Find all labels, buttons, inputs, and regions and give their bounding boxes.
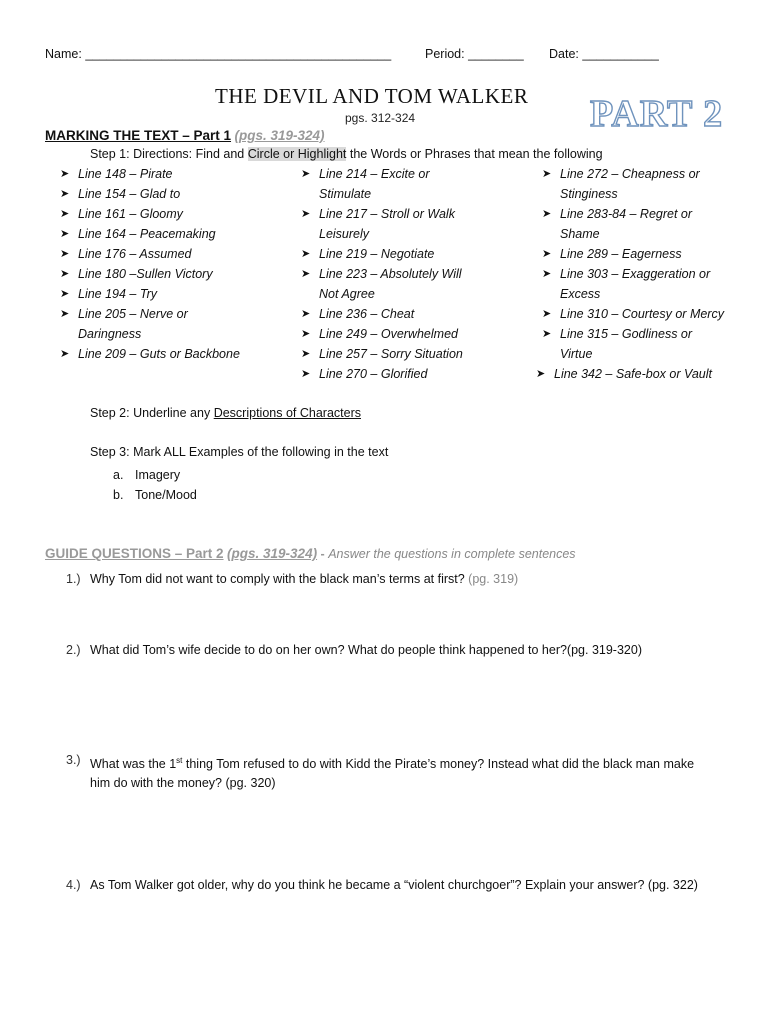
question-text: What was the 1 xyxy=(90,757,177,772)
vocab-item xyxy=(301,324,463,344)
period-label: Period: xyxy=(425,47,465,61)
arrowhead-bullet-icon: ➤ xyxy=(301,208,311,220)
vocab-item-text: Line 289 – Eagerness xyxy=(560,247,682,261)
arrowhead-bullet-icon: ➤ xyxy=(60,248,70,260)
question-superscript: st xyxy=(176,756,183,765)
vocab-item-text: Line 164 – Peacemaking xyxy=(78,227,216,241)
list-letter: b. xyxy=(113,488,124,502)
vocab-item-text-cont: Excess xyxy=(560,287,601,301)
question-number: 2.) xyxy=(66,643,81,657)
question-text: What did Tom’s wife decide to do on her own? What do people think happened to her?(pg. 319-320) xyxy=(90,643,642,657)
arrowhead-bullet-icon: ➤ xyxy=(542,208,552,220)
vocab-item-text-cont: Virtue xyxy=(560,347,593,361)
vocab-item-text: Line 214 – Excite or xyxy=(319,167,430,181)
vocab-item xyxy=(60,224,240,244)
vocab-item-text: Line 219 – Negotiate xyxy=(319,247,435,261)
vocab-item xyxy=(542,304,724,324)
vocab-item xyxy=(301,364,463,384)
name-blank: ____________________________________________ xyxy=(85,47,392,61)
arrowhead-bullet-icon: ➤ xyxy=(60,308,70,320)
step3: Step 3: Mark ALL Examples of the following in the text xyxy=(90,445,389,459)
vocab-item-text: Line 270 – Glorified xyxy=(319,367,428,381)
list-item xyxy=(113,465,197,485)
vocab-item-text: Line 176 – Assumed xyxy=(78,247,192,261)
vocab-item-text-cont: Stinginess xyxy=(560,187,618,201)
step1-text-end: the Words or Phrases that mean the following xyxy=(346,147,603,161)
vocab-item-text: Line 315 – Godliness or xyxy=(560,327,693,341)
step2 xyxy=(90,406,361,420)
vocab-item-text-cont: Daringness xyxy=(78,327,142,341)
arrowhead-bullet-icon: ➤ xyxy=(301,268,311,280)
question-1 xyxy=(66,570,710,589)
question-number: 1.) xyxy=(66,572,81,586)
arrowhead-bullet-icon: ➤ xyxy=(301,308,311,320)
vocab-item xyxy=(60,244,240,264)
arrowhead-bullet-icon: ➤ xyxy=(60,348,70,360)
arrowhead-bullet-icon: ➤ xyxy=(301,348,311,360)
vocab-item-text: Line 272 – Cheapness or xyxy=(560,167,700,181)
vocab-item-text-cont: Stimulate xyxy=(319,187,372,201)
vocab-item-text: Line 257 – Sorry Situation xyxy=(319,347,463,361)
step2-text: Step 2: Underline any xyxy=(90,406,214,420)
step1-directions xyxy=(90,147,603,161)
arrowhead-bullet-icon: ➤ xyxy=(60,188,70,200)
question-number: 4.) xyxy=(66,878,81,892)
list-item xyxy=(113,485,197,505)
vocab-item xyxy=(542,324,724,364)
arrowhead-bullet-icon: ➤ xyxy=(60,268,70,280)
step1-text: Step 1: Directions: Find and xyxy=(90,147,248,161)
step3-list xyxy=(113,465,197,505)
vocab-item-text: Line 249 – Overwhelmed xyxy=(319,327,458,341)
vocab-item-text: Line 194 – Try xyxy=(78,287,157,301)
list-letter: a. xyxy=(113,468,124,482)
vocab-item xyxy=(542,264,724,304)
vocab-item-text: Line 236 – Cheat xyxy=(319,307,415,321)
vocab-item-text: Line 154 – Glad to xyxy=(78,187,181,201)
arrowhead-bullet-icon: ➤ xyxy=(542,328,552,340)
vocab-item xyxy=(301,304,463,324)
list-text: Tone/Mood xyxy=(135,488,197,502)
vocab-item-text: Line 180 –Sullen Victory xyxy=(78,267,213,281)
question-text-cont: thing Tom refused to do with Kidd the Pirate’s money? Instead what did the black man make him do with the money? (pg. 320) xyxy=(90,757,695,791)
arrowhead-bullet-icon: ➤ xyxy=(60,208,70,220)
vocab-item xyxy=(542,204,724,244)
name-field xyxy=(45,47,391,61)
part1-title: MARKING THE TEXT – Part 1 xyxy=(45,128,232,143)
part2-instruction: Answer the questions in complete sentences xyxy=(328,547,576,561)
vocab-column-2 xyxy=(301,164,463,384)
vocab-item-text: Line 161 – Gloomy xyxy=(78,207,183,221)
vocab-item xyxy=(60,344,240,364)
step2-underlined: Descriptions of Characters xyxy=(213,406,361,420)
arrowhead-bullet-icon: ➤ xyxy=(301,368,311,380)
vocab-item-text-cont: Leisurely xyxy=(319,227,370,241)
arrowhead-bullet-icon: ➤ xyxy=(542,168,552,180)
arrowhead-bullet-icon: ➤ xyxy=(301,168,311,180)
vocab-item xyxy=(542,244,724,264)
part2-heading xyxy=(45,546,576,561)
vocab-item-text: Line 217 – Stroll or Walk xyxy=(319,207,455,221)
period-blank: ________ xyxy=(468,47,524,61)
date-field xyxy=(549,47,659,61)
vocab-item-text: Line 310 – Courtesy or Mercy xyxy=(560,307,724,321)
vocab-item-text: Line 205 – Nerve or xyxy=(78,307,188,321)
arrowhead-bullet-icon: ➤ xyxy=(542,308,552,320)
part2-pages: (pgs. 319-324) xyxy=(227,546,318,561)
arrowhead-bullet-icon: ➤ xyxy=(301,248,311,260)
vocab-column-3 xyxy=(542,164,724,364)
arrowhead-bullet-icon: ➤ xyxy=(301,328,311,340)
vocab-column-1 xyxy=(60,164,240,364)
part1-pages: (pgs. 319-324) xyxy=(234,128,325,143)
vocab-item xyxy=(301,344,463,364)
list-text: Imagery xyxy=(135,468,181,482)
arrowhead-bullet-icon: ➤ xyxy=(542,268,552,280)
arrowhead-bullet-icon: ➤ xyxy=(536,368,546,380)
vocab-item-text: Line 148 – Pirate xyxy=(78,167,173,181)
vocab-item xyxy=(60,304,240,344)
vocab-item xyxy=(60,184,240,204)
page-range: pgs. 312-324 xyxy=(345,111,416,125)
page-title: THE DEVIL AND TOM WALKER xyxy=(215,84,529,108)
date-blank: ___________ xyxy=(582,47,659,61)
question-number: 3.) xyxy=(66,753,81,767)
vocab-item xyxy=(301,244,463,264)
vocab-item-text: Line 283-84 – Regret or xyxy=(560,207,693,221)
vocab-item-text: Line 223 – Absolutely Will xyxy=(319,267,462,281)
vocab-item xyxy=(60,204,240,224)
vocab-item xyxy=(301,204,463,244)
arrowhead-bullet-icon: ➤ xyxy=(60,168,70,180)
step1-highlight: Circle or Highlight xyxy=(247,147,347,161)
question-text: Why Tom did not want to comply with the black man’s terms at first? xyxy=(90,572,465,586)
name-label: Name: xyxy=(45,47,82,61)
vocab-item xyxy=(542,164,724,204)
question-text: As Tom Walker got older, why do you think he became a “violent churchgoer”? Explain your answer? (pg. 322) xyxy=(90,878,698,892)
vocab-item xyxy=(536,364,768,384)
vocab-item xyxy=(301,164,463,204)
question-4 xyxy=(66,876,710,895)
vocab-item-text: Line 303 – Exaggeration or xyxy=(560,267,711,281)
vocab-item-text: Line 209 – Guts or Backbone xyxy=(78,347,240,361)
part2-title: GUIDE QUESTIONS – Part 2 xyxy=(45,546,224,561)
vocab-item xyxy=(60,284,240,304)
part1-heading xyxy=(45,128,325,143)
arrowhead-bullet-icon: ➤ xyxy=(60,228,70,240)
part2-dash: - xyxy=(317,547,329,561)
vocab-item-text-cont: Not Agree xyxy=(319,287,375,301)
part-badge: PART 2 xyxy=(590,93,724,135)
period-field xyxy=(425,47,524,61)
question-2 xyxy=(66,641,710,660)
arrowhead-bullet-icon: ➤ xyxy=(542,248,552,260)
vocab-item xyxy=(301,264,463,304)
date-label: Date: xyxy=(549,47,579,61)
vocab-item-text: Line 342 – Safe-box or Vault xyxy=(554,367,712,381)
vocab-item xyxy=(60,264,240,284)
arrowhead-bullet-icon: ➤ xyxy=(60,288,70,300)
vocab-item-text-cont: Shame xyxy=(560,227,600,241)
question-ref: (pg. 319) xyxy=(464,572,519,586)
vocab-item xyxy=(60,164,240,184)
question-3 xyxy=(66,751,710,793)
